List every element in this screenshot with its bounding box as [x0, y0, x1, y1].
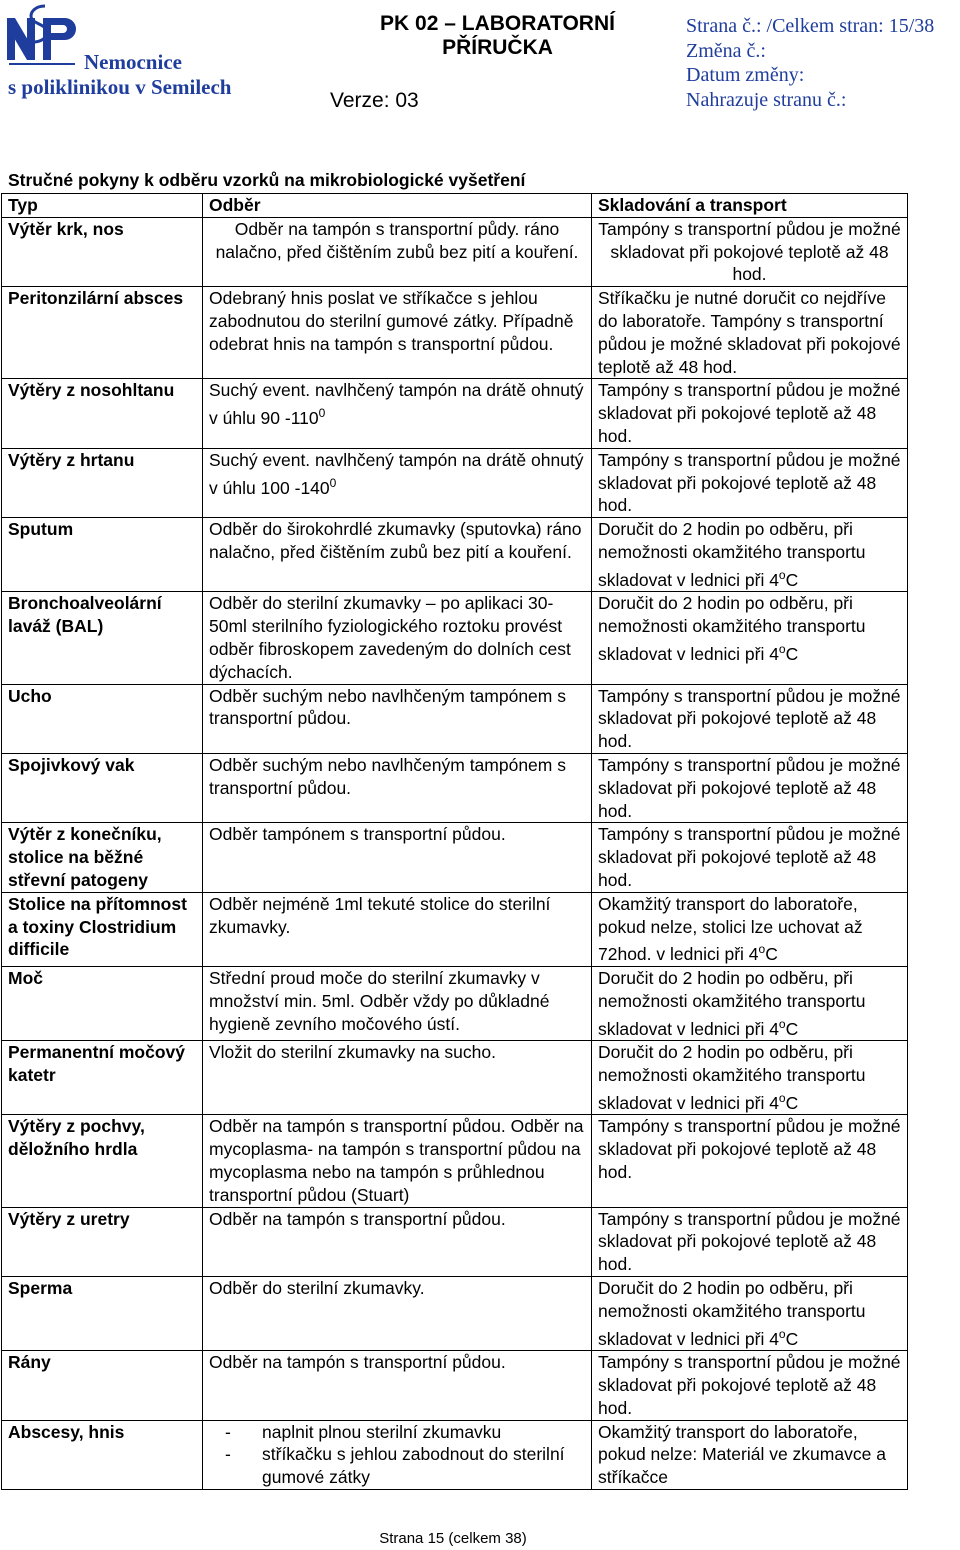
cell-sampling [203, 1276, 592, 1350]
cell-type: Moč [2, 966, 203, 1040]
cell-storage [592, 753, 908, 822]
storage-text: Tampóny s transportní půdou je možné skladovat při pokojové teplotě až 48 hod. [598, 1352, 901, 1418]
cell-sampling [203, 1041, 592, 1115]
storage-text: Stříkačku je nutné doručit co nejdříve do laboratoře. Tampóny s transportní půdou je možné skladovat při pokojové teplotě až 48 hod. [598, 288, 901, 377]
cell-type: Výtěr z konečníku, stolice na běžné střevní patogeny [2, 823, 203, 892]
sampling-text: Odběr tampónem s transportní půdou. [209, 824, 506, 845]
degree-superscript: o [758, 942, 766, 957]
change-number: Změna č.: [686, 39, 766, 62]
cell-sampling [203, 1115, 592, 1207]
table-row [2, 684, 908, 753]
column-header-storage: Skladování a transport [592, 194, 908, 218]
sampling-text: Odběr nejméně 1ml tekuté stolice do sterilní zkumavky. [209, 893, 551, 937]
unit-text: C [785, 643, 799, 664]
cell-storage [592, 287, 908, 379]
degree-superscript: 0 [318, 406, 326, 421]
table-row [2, 892, 908, 966]
unit-text: C [765, 944, 778, 965]
table-body [2, 217, 908, 1489]
table-row [2, 823, 908, 892]
cell-type: Sputum [2, 518, 203, 592]
cell-sampling [203, 1351, 592, 1420]
sampling-text: Odběr na tampón s transportní půdou. [209, 1352, 506, 1373]
storage-text: Doručit do 2 hodin po odběru, při nemožnosti okamžitého transportu skladovat v lednici při 4 [598, 967, 866, 1039]
sampling-text: Suchý event. navlhčený tampón na drátě ohnutý v úhlu 90 -110 [209, 380, 584, 428]
degree-superscript: 0 [329, 475, 337, 490]
cell-storage [592, 448, 908, 517]
list-item [209, 1421, 585, 1444]
storage-text: Okamžitý transport do laboratoře, pokud nelze, stolici lze uchovat až 72hod. v lednici při 4 [598, 893, 863, 965]
table-row [2, 1276, 908, 1350]
storage-text: Doručit do 2 hodin po odběru, při nemožnosti okamžitého transportu skladovat v lednici při 4 [598, 1277, 866, 1349]
cell-storage [592, 1351, 908, 1420]
table-row [2, 592, 908, 684]
cell-sampling [203, 217, 592, 286]
storage-text: Tampóny s transportní půdou je možné skladovat při pokojové teplotě až 48 hod. [598, 754, 901, 821]
storage-text: Okamžitý transport do laboratoře, pokud nelze: Materiál ve zkumavce a stříkačce [598, 1421, 886, 1488]
hospital-name [8, 50, 308, 100]
cell-type: Sperma [2, 1276, 203, 1350]
dash-bullet-icon: - [225, 1421, 231, 1442]
cell-type: Výtěry z uretry [2, 1207, 203, 1276]
table-row [2, 287, 908, 379]
cell-sampling [203, 1207, 592, 1276]
cell-storage [592, 592, 908, 684]
page-info: Strana č.: /Celkem stran: 15/38 [686, 15, 935, 37]
cell-sampling [203, 684, 592, 753]
storage-text: Tampóny s transportní půdou je možné skladovat při pokojové teplotě až 48 hod. [598, 1116, 901, 1182]
table-row [2, 518, 908, 592]
cell-storage [592, 892, 908, 966]
sampling-text: Odebraný hnis poslat ve stříkačce s jehlou zabodnutou do sterilní gumové zátky. Případně odebrat hnis na tampón s transportní půdou. [209, 288, 574, 354]
cell-storage [592, 1041, 908, 1115]
table-row [2, 1207, 908, 1276]
sampling-text: Odběr suchým nebo navlhčeným tampónem s transportní půdou. [209, 685, 566, 729]
degree-superscript: o [778, 567, 786, 582]
table-row [2, 966, 908, 1040]
cell-type: Ucho [2, 684, 203, 753]
cell-sampling [203, 753, 592, 822]
cell-type: Rány [2, 1351, 203, 1420]
table-header-row [2, 194, 908, 218]
cell-type: Výtěry z pochvy, děložního hrdla [2, 1115, 203, 1207]
table-row [2, 217, 908, 286]
cell-sampling [203, 966, 592, 1040]
degree-superscript: o [778, 1326, 786, 1341]
cell-type: Permanentní močový katetr [2, 1041, 203, 1115]
sampling-text: Odběr do širokohrdlé zkumavky (sputovka) ráno nalačno, před čištěním zubů bez pití a kouření. [209, 519, 582, 562]
cell-storage [592, 823, 908, 892]
storage-text: Tampóny s transportní půdou je možné skladovat při pokojové teplotě až 48 hod. [598, 218, 901, 285]
sampling-text: Odběr suchým nebo navlhčeným tampónem s transportní půdou. [209, 754, 566, 798]
sampling-table [1, 193, 908, 1490]
unit-text: C [785, 569, 799, 590]
cell-storage [592, 217, 908, 286]
cell-storage [592, 379, 908, 448]
cell-type: Výtěry z hrtanu [2, 448, 203, 517]
unit-text: C [785, 1328, 799, 1349]
storage-text: Tampóny s transportní půdou je možné skladovat při pokojové teplotě až 48 hod. [598, 449, 901, 516]
degree-superscript: o [778, 1090, 786, 1105]
cell-storage [592, 1420, 908, 1489]
sampling-text: Vložit do sterilní zkumavky na sucho. [209, 1042, 496, 1063]
sampling-text: Odběr na tampón s transportní půdou. [209, 1208, 506, 1229]
sampling-text: Střední proud moče do sterilní zkumavky v množství min. 5ml. Odběr vždy po důkladné hygieně zevního močového ústí. [209, 967, 550, 1034]
cell-type: Peritonzilární absces [2, 287, 203, 379]
cell-sampling [203, 287, 592, 379]
cell-sampling [203, 448, 592, 517]
table-row [2, 753, 908, 822]
cell-storage [592, 1207, 908, 1276]
cell-type: Bronchoalveolární laváž (BAL) [2, 592, 203, 684]
cell-storage [592, 684, 908, 753]
hospital-name-line1: Nemocnice [84, 50, 182, 74]
table-row [2, 1351, 908, 1420]
column-header-sampling: Odběr [203, 194, 592, 218]
hospital-name-line2: s poliklinikou v Semilech [8, 75, 232, 99]
degree-superscript: o [778, 641, 786, 656]
dash-bullet-icon: - [225, 1444, 231, 1465]
table-row [2, 1420, 908, 1489]
section-title: Stručné pokyny k odběru vzorků na mikrobiologické vyšetření [8, 170, 526, 190]
sampling-text: Odběr na tampón s transportní půdou. Odběr na mycoplasma- na tampón s transportní půdou na mycoplasma nebo na tampón s průhlednou transportní půdou (Stuart) [209, 1116, 584, 1205]
document-meta [686, 14, 960, 112]
storage-text: Doručit do 2 hodin po odběru, při nemožnosti okamžitého transportu skladovat v lednici při 4 [598, 593, 866, 664]
table-row [2, 1041, 908, 1115]
list-item [209, 1443, 585, 1489]
storage-text: Tampóny s transportní půdou je možné skladovat při pokojové teplotě až 48 hod. [598, 380, 901, 446]
document-title: PK 02 – LABORATORNÍ PŘÍRUČKA [380, 12, 615, 59]
cell-storage [592, 1115, 908, 1207]
table-row [2, 1115, 908, 1207]
change-date: Datum změny: [686, 64, 805, 86]
cell-sampling [203, 518, 592, 592]
storage-text: Tampóny s transportní půdou je možné skladovat při pokojové teplotě až 48 hod. [598, 824, 901, 890]
unit-text: C [785, 1018, 799, 1039]
storage-text: Tampóny s transportní půdou je možné skladovat při pokojové teplotě až 48 hod. [598, 1208, 901, 1275]
unit-text: C [785, 1092, 799, 1113]
page-header [0, 0, 960, 135]
sampling-text: Odběr do sterilní zkumavky – po aplikaci 30-50ml sterilního fyziologického roztoku provést odběr fibroskopem zavedeným do dolních cest dýchacích. [209, 593, 571, 682]
cell-sampling [203, 892, 592, 966]
sampling-text: Suchý event. navlhčený tampón na drátě ohnutý v úhlu 100 -140 [209, 449, 584, 498]
cell-sampling [203, 592, 592, 684]
cell-type: Výtěr krk, nos [2, 217, 203, 286]
cell-storage [592, 518, 908, 592]
cell-sampling [203, 379, 592, 448]
cell-sampling [203, 1420, 592, 1489]
degree-superscript: o [778, 1016, 786, 1031]
table-row [2, 379, 908, 448]
storage-text: Doručit do 2 hodin po odběru, při nemožnosti okamžitého transportu skladovat v lednici při 4 [598, 1042, 866, 1113]
cell-type: Abscesy, hnis [2, 1420, 203, 1489]
cell-type: Výtěry z nosohltanu [2, 379, 203, 448]
table-row [2, 448, 908, 517]
list-item-text: naplnit plnou sterilní zkumavku [262, 1421, 502, 1442]
sampling-list [209, 1421, 585, 1489]
cell-type: Spojivkový vak [2, 753, 203, 822]
sampling-text: Odběr na tampón s transportní půdy. ráno nalačno, před čištěním zubů bez pití a kouření. [215, 218, 579, 262]
storage-text: Tampóny s transportní půdou je možné skladovat při pokojové teplotě až 48 hod. [598, 685, 901, 752]
replaces-page: Nahrazuje stranu č.: [686, 88, 847, 111]
version-label: Verze: 03 [330, 89, 419, 112]
cell-sampling [203, 823, 592, 892]
storage-text: Doručit do 2 hodin po odběru, při nemožnosti okamžitého transportu skladovat v lednici při 4 [598, 519, 866, 590]
page-footer: Strana 15 (celkem 38) [379, 1530, 527, 1547]
list-item-text: stříkačku s jehlou zabodnout do sterilní gumové zátky [262, 1444, 565, 1488]
cell-storage [592, 966, 908, 1040]
column-header-type: Typ [2, 194, 203, 218]
cell-storage [592, 1276, 908, 1350]
sampling-text: Odběr do sterilní zkumavky. [209, 1277, 425, 1298]
cell-type: Stolice na přítomnost a toxiny Clostridium difficile [2, 892, 203, 966]
